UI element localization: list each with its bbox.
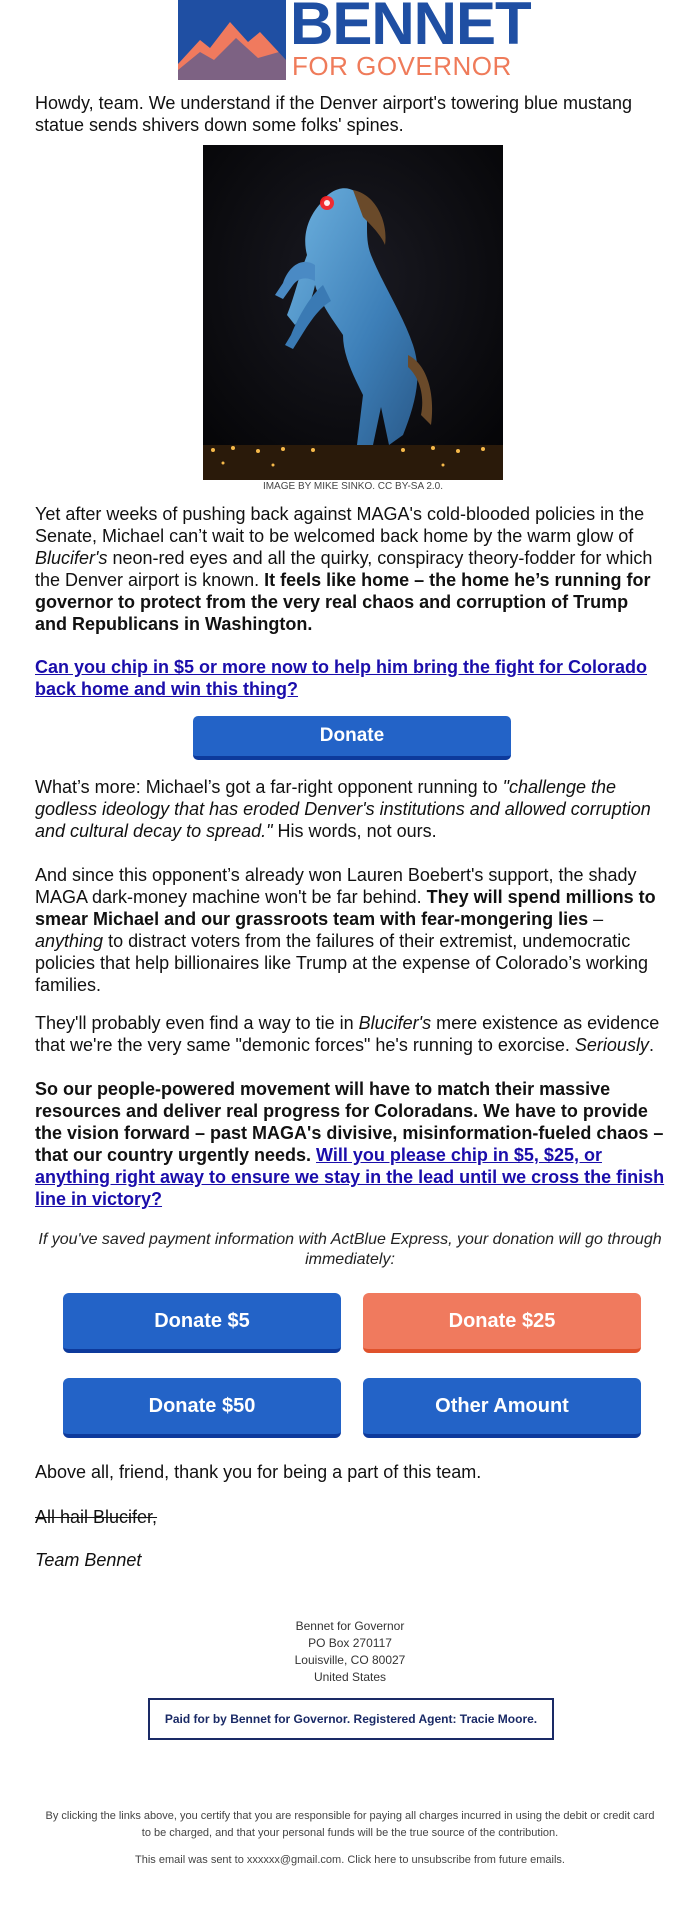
unsubscribe-link[interactable]: Click here to unsubscribe from future emails. [347,1854,565,1866]
chip-in-paragraph [35,656,665,700]
paid-for-disclaimer: Paid for by Bennet for Governor. Registered Agent: Tracie Moore. [148,1698,554,1740]
footer-address [0,1618,700,1686]
donate-5-button[interactable]: Donate $5 [63,1293,341,1353]
recipient-email-link[interactable]: xxxxxx@gmail.com [246,1854,342,1866]
actblue-express-note: If you've saved payment information with ActBlue Express, your donation will go through immediately: [38,1231,662,1268]
paragraph-demonic-forces: They'll probably even find a way to tie in Blucifer's mere existence as evidence that we're the very same "demonic forces" he's running to exorcise. Seriously. [35,1013,660,1055]
donate-button[interactable]: Donate [193,716,511,760]
logo-name: BENNET [290,0,531,57]
paragraph-dark-money: And since this opponent’s already won Lauren Boebert's support, the shady MAGA dark-money machine won't be far behind. They will spend millions to smear Michael and our grassroots team with fear-mongering lies – anything to distract voters from the failures of their extremist, undemocratic policies that help billionaires like Trump at the expense of Colorado’s working families. [35,865,656,995]
footer-country: United States [313,1670,387,1684]
footer-org: Bennet for Governor [295,1619,405,1633]
legal-certification: By clicking the links above, you certify that you are responsible for paying all charges incurred in using the debit or credit card to be charged, and that your personal funds will be the true source of the contribution. [45,1810,655,1839]
signature: Team Bennet [35,1550,142,1570]
blue-mustang-statue-image [203,145,503,480]
chip-in-link[interactable]: Can you chip in $5 or more now to help him bring the fight for Colorado back home and win this thing? [35,657,647,699]
logo-subtitle: FOR GOVERNOR [292,51,512,81]
struck-salutation: All hail Blucifer, [35,1507,158,1527]
bennet-logo[interactable] [178,0,530,80]
sent-to-line: This email was sent to xxxxxx@gmail.com. Click here to unsubscribe from future emails. [135,1854,565,1866]
footer-city: Louisville, CO 80027 [294,1653,406,1667]
donate-25-button[interactable]: Donate $25 [363,1293,641,1353]
footer-po-box: PO Box 270117 [308,1636,392,1650]
closing-paragraph: Above all, friend, thank you for being a part of this team. [35,1462,482,1482]
intro-paragraph: Howdy, team. We understand if the Denver airport's towering blue mustang statue sends shivers down some folks' spines. [35,93,633,135]
paragraph-opponent: What’s more: Michael’s got a far-right opponent running to "challenge the godless ideology that has eroded Denver's institutions and allowed corruption and cultural decay to spread." His words, not ours. [35,777,651,841]
chip-in-finish-line-link[interactable]: Will you please chip in $5, $25, or anything right away to ensure we stay in the lead until we cross the finish line in victory? [35,1145,665,1209]
paragraph-people-powered: So our people-powered movement will have to match their massive resources and deliver real progress for Coloradans. We have to provide the vision forward – past MAGA's divisive, misinformation-fueled chaos – that our country urgently needs. Will you please chip in $5, $25, or anything right away to ensure we stay in the lead until we cross the finish line in victory? [35,1079,665,1209]
image-caption: IMAGE BY MIKE SINKO. CC BY-SA 2.0. [262,481,444,492]
paragraph-welcome-home: Yet after weeks of pushing back against MAGA's cold-blooded policies in the Senate, Michael can’t wait to be welcomed back home by the warm glow of Blucifer's neon-red eyes and all the quirky, conspiracy theory-fodder for which the Denver airport is known. It feels like home – the home he’s running for governor to protect from the very real chaos and corruption of Trump and Republicans in Washington. [35,504,653,634]
donate-50-button[interactable]: Donate $50 [63,1378,341,1438]
mountain-logo-icon [178,0,286,80]
other-amount-button[interactable]: Other Amount [363,1378,641,1438]
